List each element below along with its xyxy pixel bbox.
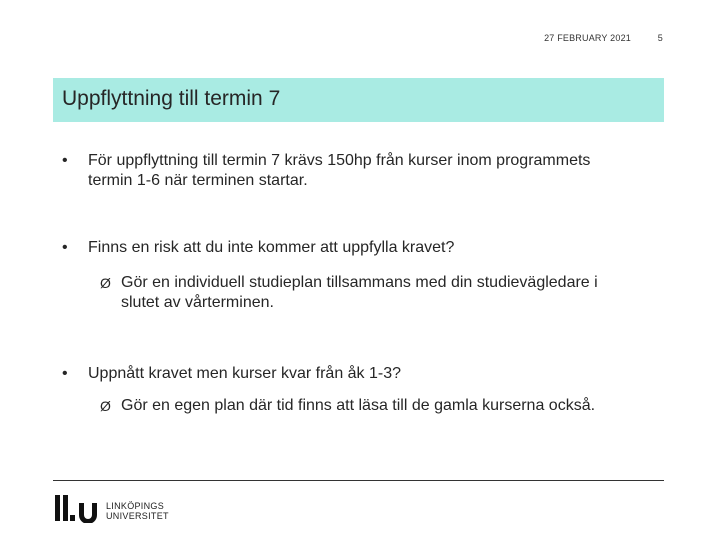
bullet-item <box>62 238 622 258</box>
bullet-item <box>62 364 622 384</box>
sub-bullet-text: Gör en egen plan där tid finns att läsa till de gamla kurserna också. <box>121 397 596 414</box>
bullet-text: Uppnått kravet men kurser kvar från åk 1-3? <box>88 365 402 382</box>
bullet-marker: • <box>62 152 68 169</box>
university-logo <box>55 493 175 523</box>
logo-line-2: UNIVERSITET <box>106 511 169 521</box>
bullet-item <box>62 151 622 191</box>
bullet-marker: • <box>62 239 68 256</box>
bullet-text: Finns en risk att du inte kommer att uppfylla kravet? <box>88 239 455 256</box>
page-number: 5 <box>657 33 663 43</box>
footer-divider <box>53 480 664 481</box>
liu-logo-icon <box>55 493 103 523</box>
logo-line-1: LINKÖPINGS <box>106 501 165 511</box>
sub-bullet-text: Gör en individuell studieplan tillsammans med din studievägledare i slutet av vårterminen. <box>121 274 598 311</box>
slide-date: 27 FEBRUARY 2021 <box>544 33 631 43</box>
arrow-bullet-icon: Ø <box>100 398 111 414</box>
title-band <box>53 78 664 122</box>
bullet-marker: • <box>62 365 68 382</box>
slide-title: Uppflyttning till termin 7 <box>62 87 281 110</box>
arrow-bullet-icon: Ø <box>100 275 111 291</box>
bullet-text: För uppflyttning till termin 7 krävs 150hp från kurser inom programmets termin 1-6 när terminen startar. <box>88 152 591 189</box>
sub-bullet-item <box>100 396 700 416</box>
logo-text <box>106 501 169 521</box>
sub-bullet-item <box>100 273 600 313</box>
